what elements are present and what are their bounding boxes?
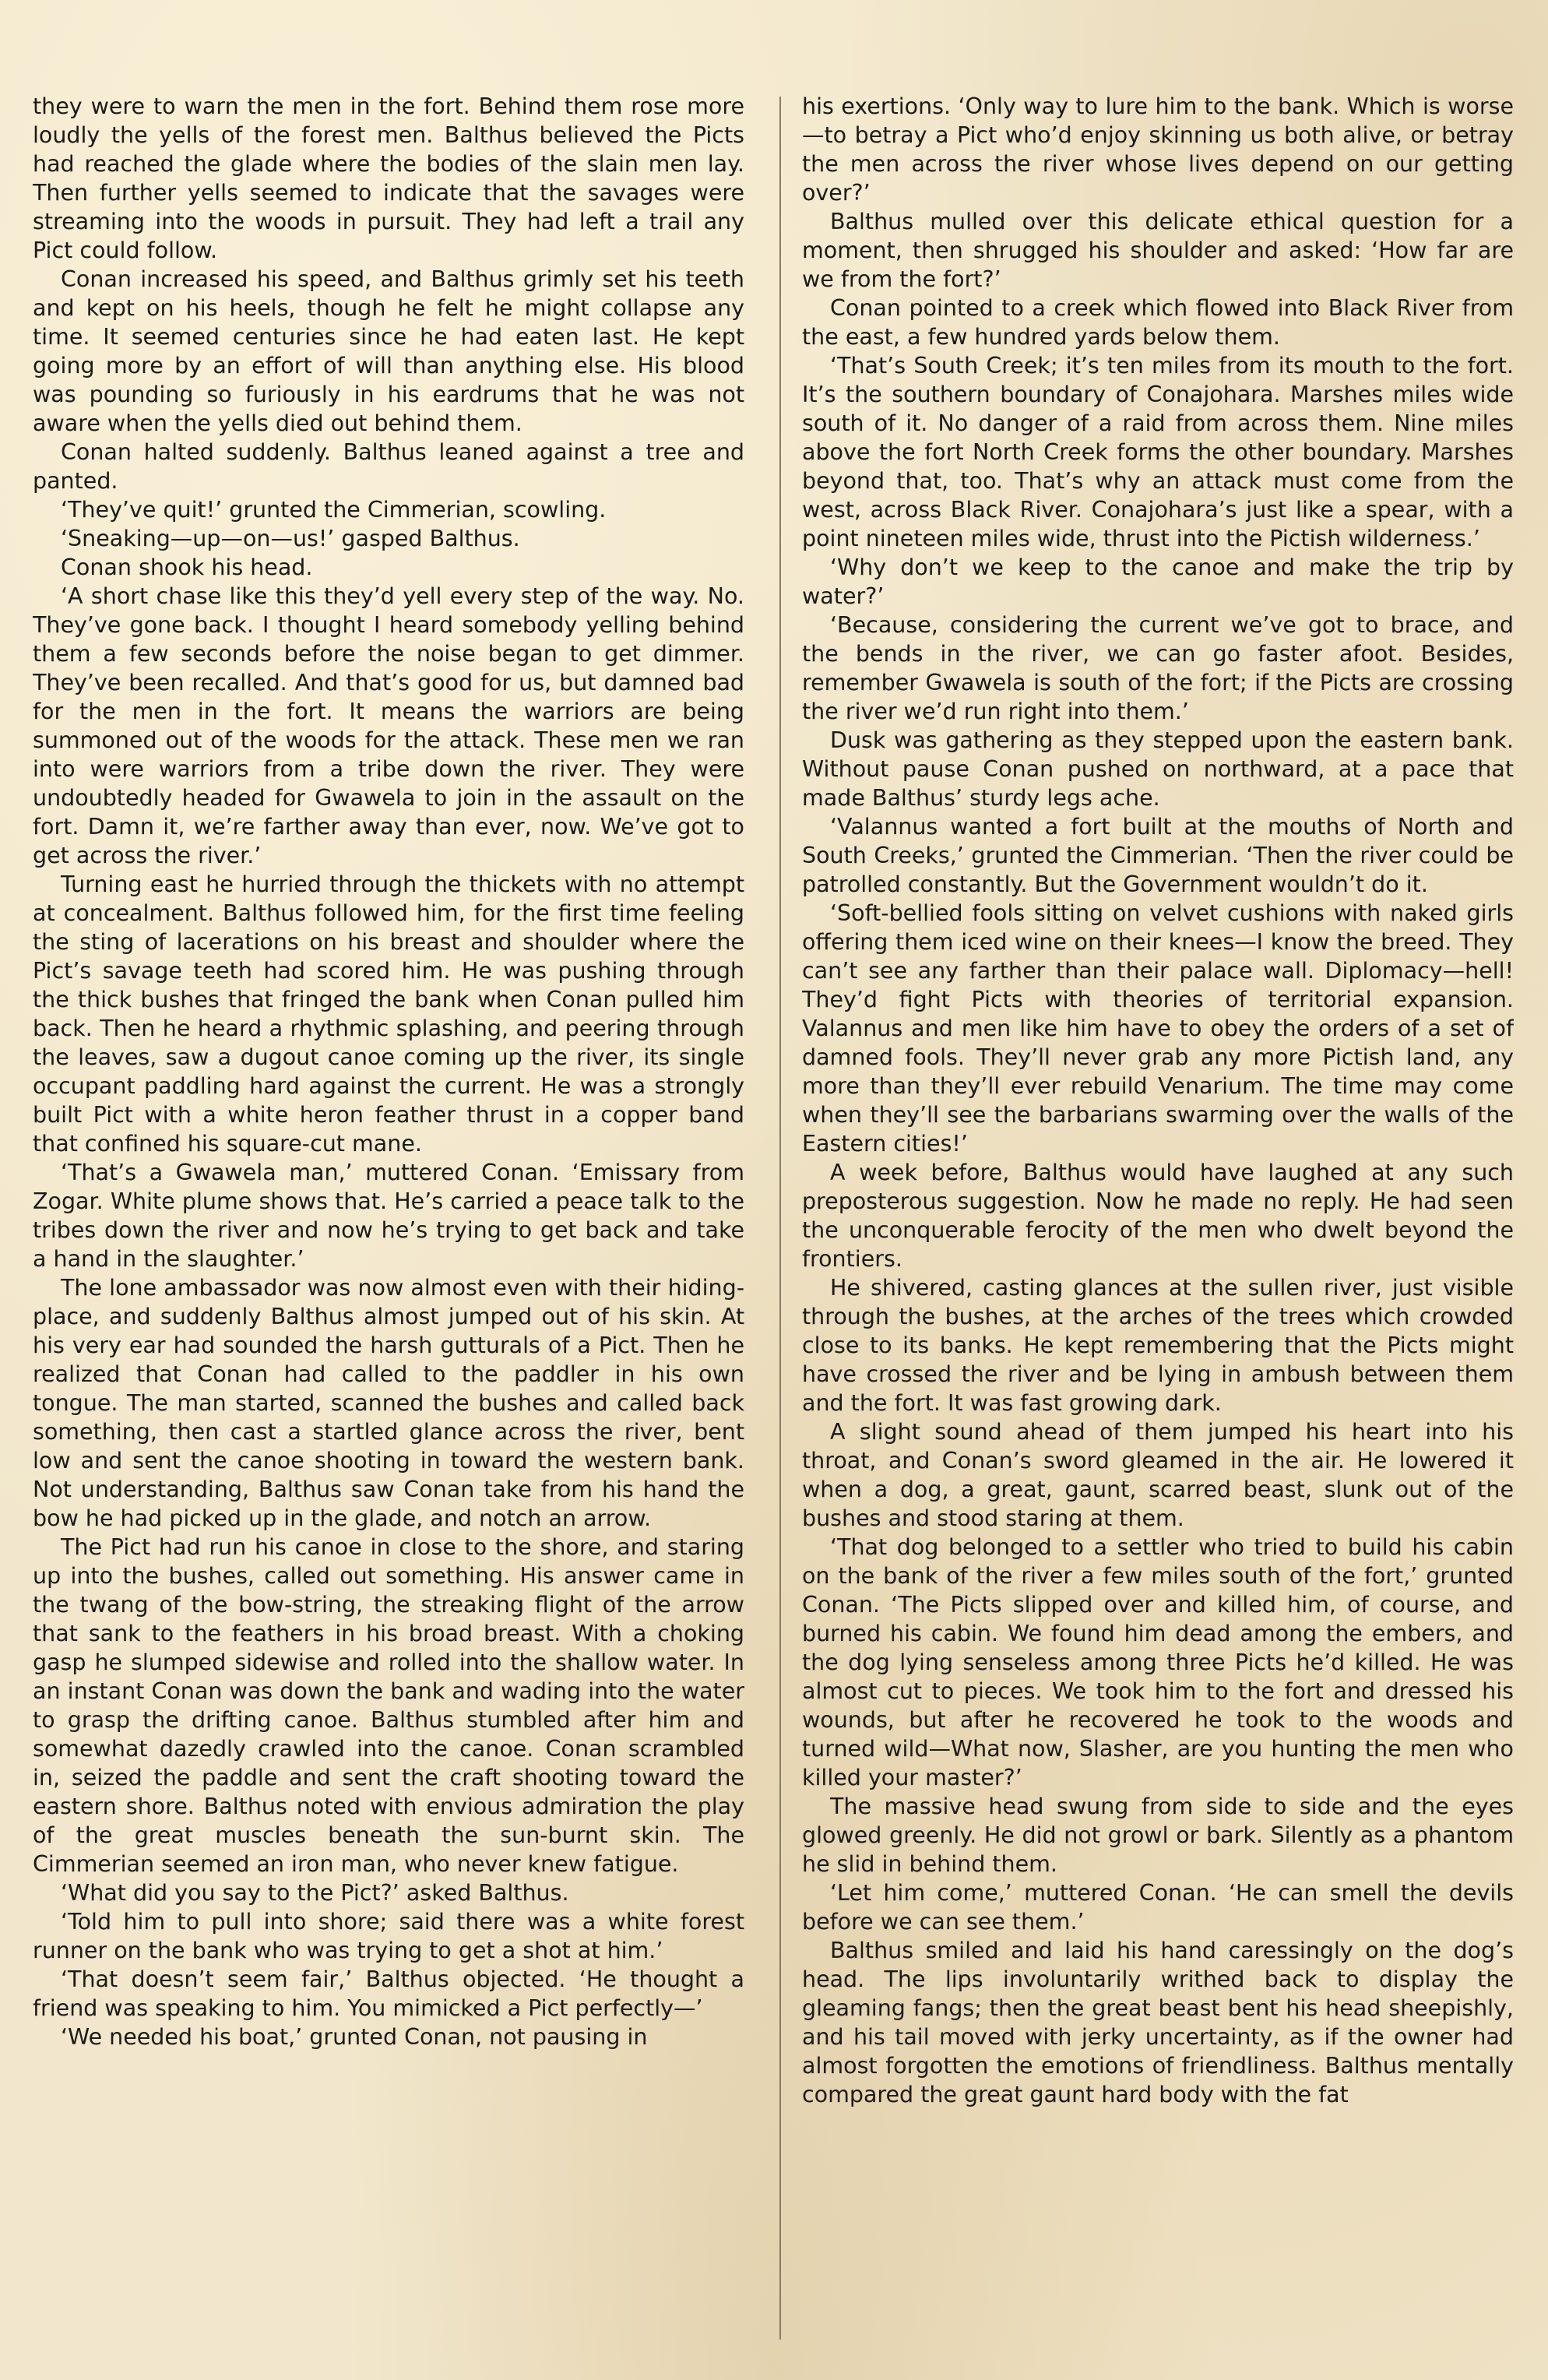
paragraph: Conan increased his speed, and Balthus grimly set his teeth and kept on his heels, though he felt he might collapse any time. It seemed centuries since he had eaten last. He kept going more by an effort of will than anything else. His blood was pounding so furiously in his eardrums that he was not aware when the yells died out behind them.	[33, 266, 744, 436]
paragraph: The Pict had run his canoe in close to the shore, and staring up into the bushes, called out something. His answer came in the twang of the bow-string, the streaking flight of the arrow that sank to the feathers in his broad breast. With a choking gasp he slumped sidewise and rolled into the shallow water. In an instant Conan was down the bank and wading into the water to grasp the drifting canoe. Balthus stumbled after him and somewhat dazedly crawled into the canoe. Conan scrambled in, seized the paddle and sent the craft shooting toward the eastern shore. Balthus noted with envious admiration the play of the great muscles beneath the sun-burnt skin. The Cimmerian seemed an iron man, who never knew fatigue.	[33, 1534, 744, 1877]
column-divider	[779, 97, 781, 2340]
paragraph: ‘That’s a Gwawela man,’ muttered Conan. ‘Emissary from Zogar. White plume shows that. He’s carried a peace talk to the tribes down the river and now he’s trying to get back and take a hand in the slaughter.’	[33, 1160, 744, 1272]
right-text-column	[802, 92, 1514, 2350]
paragraph: Balthus smiled and laid his hand caressingly on the dog’s head. The lips involuntarily writhed back to display the gleaming fangs; then the great beast bent his head sheepishly, and his tail moved with jerky uncertainty, as if the owner had almost forgotten the emotions of friendliness. Balthus mentally compared the great gaunt hard body with the fat	[802, 1938, 1514, 2107]
paragraph: A slight sound ahead of them jumped his heart into his throat, and Conan’s sword gleamed in the air. He lowered it when a dog, a great, gaunt, scarred beast, slunk out of the bushes and stood staring at them.	[802, 1419, 1514, 1531]
left-text-column	[33, 92, 744, 2350]
paragraph: ‘We needed his boat,’ grunted Conan, not pausing in	[61, 2024, 648, 2050]
paragraph: ‘Why don’t we keep to the canoe and make the trip by water?’	[802, 555, 1514, 609]
paragraph: ‘Sneaking—up—on—us!’ gasped Balthus.	[61, 526, 520, 551]
paragraph: his exertions. ‘Only way to lure him to the bank. Which is worse—to betray a Pict who’d enjoy skinning us both alive, or betray the men across the river whose lives depend on our getting over?’	[802, 93, 1514, 206]
paragraph: ‘Soft-bellied fools sitting on velvet cushions with naked girls offering them iced wine on their knees—I know the breed. They can’t see any farther than their palace wall. Diplomacy—hell! They’d fight Picts with theories of territorial expansion. Valannus and men like him have to obey the orders of a set of damned fools. They’ll never grab any more Pictish land, any more than they’ll ever rebuild Venarium. The time may come when they’ll see the barbarians swarming over the walls of the Eastern cities!’	[802, 900, 1514, 1157]
paragraph: He shivered, casting glances at the sullen river, just visible through the bushes, at the arches of the trees which crowded close to its banks. He kept remembering that the Picts might have crossed the river and be lying in ambush between them and the fort. It was fast growing dark.	[802, 1275, 1514, 1416]
paragraph: The lone ambassador was now almost even with their hiding-place, and suddenly Balthus almost jumped out of his skin. At his very ear had sounded the harsh gutturals of a Pict. Then he realized that Conan had called to the paddler in his own tongue. The man started, scanned the bushes and called back something, then cast a startled glance across the river, bent low and sent the canoe shooting in toward the western bank. Not understanding, Balthus saw Conan take from his hand the bow he had picked up in the glade, and notch an arrow.	[33, 1275, 744, 1531]
paragraph: ‘Because, considering the current we’ve got to brace, and the bends in the river, we can go faster afoot. Besides, remember Gwawela is south of the fort; if the Picts are crossing the river we’d run right into them.’	[802, 612, 1514, 724]
paragraph: A week before, Balthus would have laughed at any such preposterous suggestion. Now he made no reply. He had seen the unconquerable ferocity of the men who dwelt beyond the frontiers.	[802, 1160, 1514, 1272]
paragraph: Conan shook his head.	[61, 555, 313, 580]
paragraph: ‘Let him come,’ muttered Conan. ‘He can smell the devils before we can see them.’	[802, 1880, 1514, 1935]
paragraph: ‘That doesn’t seem fair,’ Balthus objected. ‘He thought a friend was speaking to him. You mimicked a Pict perfectly—’	[33, 1966, 744, 2021]
paragraph: Turning east he hurried through the thickets with no attempt at concealment. Balthus followed him, for the first time feeling the sting of lacerations on his breast and shoulder where the Pict’s savage teeth had scored him. He was pushing through the thick bushes that fringed the bank when Conan pulled him back. Then he heard a rhythmic splashing, and peering through the leaves, saw a dugout canoe coming up the river, its single occupant paddling hard against the current. He was a strongly built Pict with a white heron feather thrust in a copper band that confined his square-cut mane.	[33, 871, 744, 1157]
paragraph: ‘That dog belonged to a settler who tried to build his cabin on the bank of the river a few miles south of the fort,’ grunted Conan. ‘The Picts slipped over and killed him, of course, and burned his cabin. We found him dead among the embers, and the dog lying senseless among three Picts he’d killed. He was almost cut to pieces. We took him to the fort and dressed his wounds, but after he recovered he took to the woods and turned wild—What now, Slasher, are you hunting the men who killed your master?’	[802, 1534, 1514, 1790]
paragraph: The massive head swung from side to side and the eyes glowed greenly. He did not growl or bark. Silently as a phantom he slid in behind them.	[802, 1794, 1514, 1877]
paragraph: ‘They’ve quit!’ grunted the Cimmerian, scowling.	[61, 497, 607, 523]
paragraph: ‘Valannus wanted a fort built at the mouths of North and South Creeks,’ grunted the Cimmerian. ‘Then the river could be patrolled constantly. But the Government wouldn’t do it.	[802, 814, 1514, 897]
paragraph: Conan halted suddenly. Balthus leaned against a tree and panted.	[33, 439, 744, 494]
paragraph: they were to warn the men in the fort. Behind them rose more loudly the yells of the forest men. Balthus believed the Picts had reached the glade where the bodies of the slain men lay. Then further yells seemed to indicate that the savages were streaming into the woods in pursuit. They had left a trail any Pict could follow.	[33, 93, 744, 263]
paragraph: Dusk was gathering as they stepped upon the eastern bank. Without pause Conan pushed on northward, at a pace that made Balthus’ sturdy legs ache.	[802, 727, 1514, 811]
paragraph: Balthus mulled over this delicate ethical question for a moment, then shrugged his shoulder and asked: ‘How far are we from the fort?’	[802, 209, 1514, 292]
paragraph: ‘That’s South Creek; it’s ten miles from its mouth to the fort. It’s the southern boundary of Conajohara. Marshes miles wide south of it. No danger of a raid from across them. Nine miles above the fort North Creek forms the other boundary. Marshes beyond that, too. That’s why an attack must come from the west, across Black River. Conajohara’s just like a spear, with a point nineteen miles wide, thrust into the Pictish wilderness.’	[802, 353, 1514, 551]
paragraph: ‘Told him to pull into shore; said there was a white forest runner on the bank who was trying to get a shot at him.’	[33, 1909, 744, 1963]
paragraph: ‘What did you say to the Pict?’ asked Balthus.	[61, 1880, 569, 1906]
paragraph: ‘A short chase like this they’d yell every step of the way. No. They’ve gone back. I thought I heard somebody yelling behind them a few seconds before the noise began to get dimmer. They’ve been recalled. And that’s good for us, but damned bad for the men in the fort. It means the warriors are being summoned out of the woods for the attack. These men we ran into were warriors from a tribe down the river. They were undoubtedly headed for Gwawela to join in the assault on the fort. Damn it, we’re farther away than ever, now. We’ve got to get across the river.’	[33, 583, 744, 868]
paragraph: Conan pointed to a creek which flowed into Black River from the east, a few hundred yards below them.	[802, 295, 1514, 350]
